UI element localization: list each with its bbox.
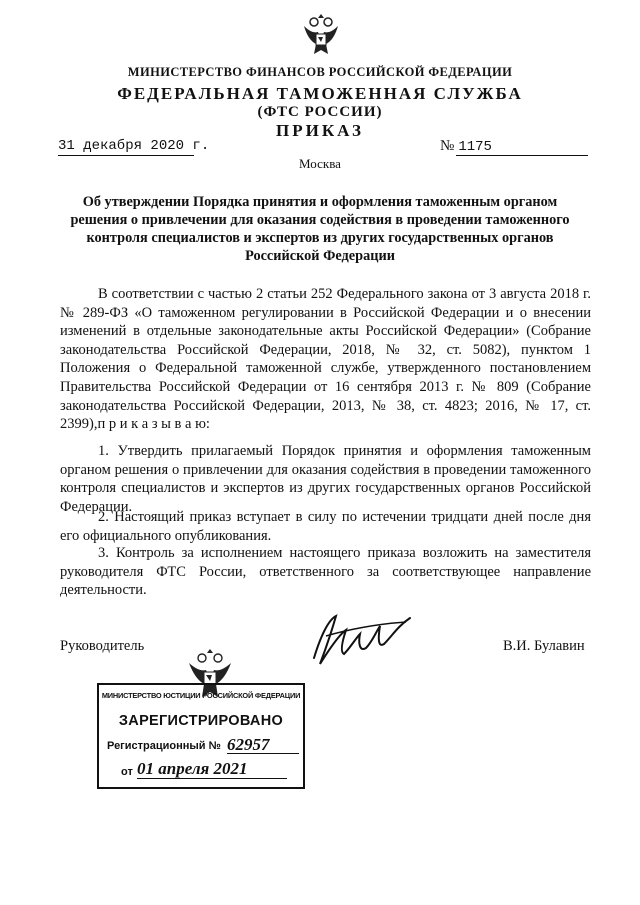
paragraph-1: 1. Утвердить прилагаемый Порядок принятия и оформления таможенным органом решения о привлечении для оказания содействия в проведении таможенного контроля специалистов и экспертов из других государственных органов Российской Федерации. xyxy=(60,443,591,515)
stamp-number-value: 62957 xyxy=(227,735,270,754)
paragraph-2: 2. Настоящий приказ вступает в силу по истечении тридцати дней после дня его официального опубликования. xyxy=(60,509,591,544)
coat-of-arms-icon xyxy=(300,10,342,60)
stamp-number-label: Регистрационный № xyxy=(107,740,221,752)
signatory-title: Руководитель xyxy=(60,638,145,654)
order-number-label: № xyxy=(440,138,455,154)
ministry-name: МИНИСТЕРСТВО ФИНАНСОВ РОССИЙСКОЙ ФЕДЕРАЦИИ xyxy=(127,65,513,79)
handwritten-signature xyxy=(306,608,418,670)
document-type: ПРИКАЗ xyxy=(276,121,364,140)
order-number xyxy=(440,138,492,155)
order-number-value: 1175 xyxy=(458,139,492,155)
city: Москва xyxy=(299,156,341,171)
service-name: ФЕДЕРАЛЬНАЯ ТАМОЖЕННАЯ СЛУЖБА xyxy=(117,84,523,103)
paragraph-preamble: В соответствии с частью 2 статьи 252 Федерального закона от 3 августа 2018 г. № 289-ФЗ «О таможенном регулировании в Российской Федерации и о внесении изменений в отдельные законодательные акты Российской Федерации» (Собрание законодательства Российской Федерации, 2018, № 32, ст. 5082), пунктом 1 Положения о Федеральной таможенной службе, утвержденного постановлением Правительства Российской Федерации от 16 сентября 2013 г. № 809 (Собрание законодательства Российской Федерации, 2013, № 38, ст. 4823; 2016, № 17, ст. 2399),п р и к а з ы в а ю: xyxy=(60,286,591,433)
paragraph-3: 3. Контроль за исполнением настоящего приказа возложить на заместителя руководителя ФТС России, ответственного за соответствующее направление деятельности. xyxy=(60,545,591,599)
service-abbreviation: (ФТС РОССИИ) xyxy=(257,104,383,120)
order-date: 31 декабря 2020 г. xyxy=(58,138,210,154)
stamp-number-underline xyxy=(227,753,299,754)
registration-stamp xyxy=(97,683,305,789)
stamp-registered: ЗАРЕГИСТРИРОВАНО xyxy=(118,713,284,729)
order-title: Об утверждении Порядка принятия и оформления таможенным органом решения о привлечении для оказания содействия в проведении таможенного контроля специалистов и экспертов из других государственных органов Российской Федерации xyxy=(70,194,570,264)
stamp-from-label: от xyxy=(121,766,133,778)
stamp-ministry: МИНИСТЕРСТВО ЮСТИЦИИ РОССИЙСКОЙ ФЕДЕРАЦИИ xyxy=(101,691,301,700)
stamp-from-value: 01 апреля 2021 xyxy=(137,759,248,778)
stamp-from-underline xyxy=(137,778,287,779)
signatory-name: В.И. Булавин xyxy=(503,638,585,654)
